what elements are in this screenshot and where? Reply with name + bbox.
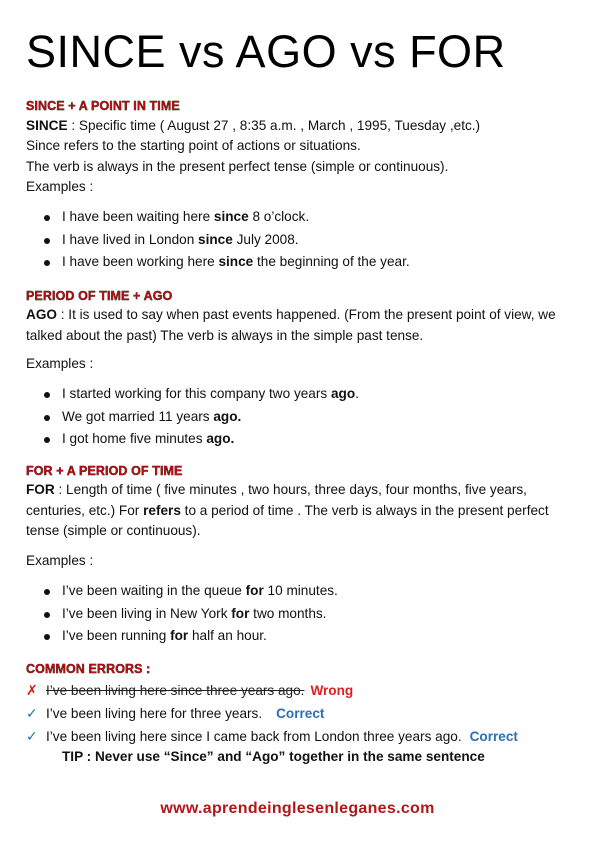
tip-text: TIP : Never use “Since” and “Ago” together in the same sentence bbox=[62, 749, 485, 764]
list-item: I’ve been running for half an hour. bbox=[0, 625, 338, 648]
for-heading: FOR + A PERIOD OF TIME bbox=[26, 464, 183, 478]
wrong-label: Wrong bbox=[310, 683, 354, 698]
correct-sentence: I’ve been living here since I came back from London three years ago. bbox=[46, 729, 462, 744]
list-item: I have been waiting here since 8 o’clock. bbox=[0, 206, 410, 229]
ago-definition bbox=[26, 305, 574, 346]
list-item: I’ve been living in New York for two months. bbox=[0, 603, 338, 626]
bullet-icon bbox=[44, 437, 50, 443]
for-keyword: FOR bbox=[26, 482, 55, 497]
list-item: We got married 11 years ago. bbox=[0, 406, 359, 429]
bullet-icon bbox=[44, 260, 50, 266]
bullet-icon bbox=[44, 215, 50, 221]
list-item: I have lived in London since July 2008. bbox=[0, 229, 410, 252]
ago-examples-list bbox=[0, 383, 359, 451]
since-definition-text: : Specific time ( August 27 , 8:35 a.m. , March , 1995, Tuesday ,etc.) bbox=[67, 118, 481, 133]
list-item: I got home five minutes ago. bbox=[0, 428, 359, 451]
bullet-icon bbox=[44, 415, 50, 421]
bullet-icon bbox=[44, 612, 50, 618]
error-example-correct-2 bbox=[26, 726, 518, 747]
bullet-icon bbox=[44, 238, 50, 244]
bullet-icon bbox=[44, 634, 50, 640]
check-icon: ✓ bbox=[26, 728, 38, 744]
since-keyword: SINCE bbox=[26, 118, 68, 133]
since-examples-label: Examples : bbox=[26, 179, 94, 194]
bullet-icon bbox=[44, 392, 50, 398]
for-examples-label: Examples : bbox=[26, 553, 94, 568]
for-examples-list bbox=[0, 580, 338, 648]
for-definition: FOR : Length of time ( five minutes , two hours, three days, four months, five years, centuries, etc.) For refers to a period of time . The verb is always in the present perfect tense (simple or continuous). bbox=[26, 482, 549, 538]
ago-keyword: AGO bbox=[26, 307, 57, 322]
since-heading: SINCE + A POINT IN TIME bbox=[26, 99, 180, 113]
since-verb-rule: The verb is always in the present perfect tense (simple or continuous). bbox=[26, 159, 449, 174]
list-item: I have been working here since the beginning of the year. bbox=[0, 251, 410, 274]
error-example-wrong bbox=[26, 680, 353, 701]
ago-heading: PERIOD OF TIME + AGO bbox=[26, 289, 173, 303]
page-title: SINCE vs AGO vs FOR bbox=[26, 26, 506, 77]
list-item: I’ve been waiting in the queue for 10 minutes. bbox=[0, 580, 338, 603]
ago-definition-text: : It is used to say when past events happened. (From the present point of view, we talked about the past) The verb is always in the simple past tense. bbox=[26, 307, 556, 343]
since-definition bbox=[26, 116, 574, 137]
check-icon: ✓ bbox=[26, 705, 38, 721]
correct-sentence: I’ve been living here for three years. bbox=[46, 706, 263, 721]
correct-label: Correct bbox=[276, 706, 325, 721]
wrong-sentence: I’ve been living here since three years ago. bbox=[46, 683, 305, 698]
ago-examples-label: Examples : bbox=[26, 356, 94, 371]
since-explanation: Since refers to the starting point of actions or situations. bbox=[26, 138, 361, 153]
since-examples-list bbox=[0, 206, 410, 274]
correct-label: Correct bbox=[469, 729, 518, 744]
errors-heading: COMMON ERRORS : bbox=[26, 662, 151, 676]
website-footer: www.aprendeinglesenleganes.com bbox=[160, 800, 435, 817]
bullet-icon bbox=[44, 589, 50, 595]
cross-icon: ✗ bbox=[26, 682, 38, 698]
error-example-correct-1 bbox=[26, 703, 324, 724]
list-item: I started working for this company two years ago. bbox=[0, 383, 359, 406]
